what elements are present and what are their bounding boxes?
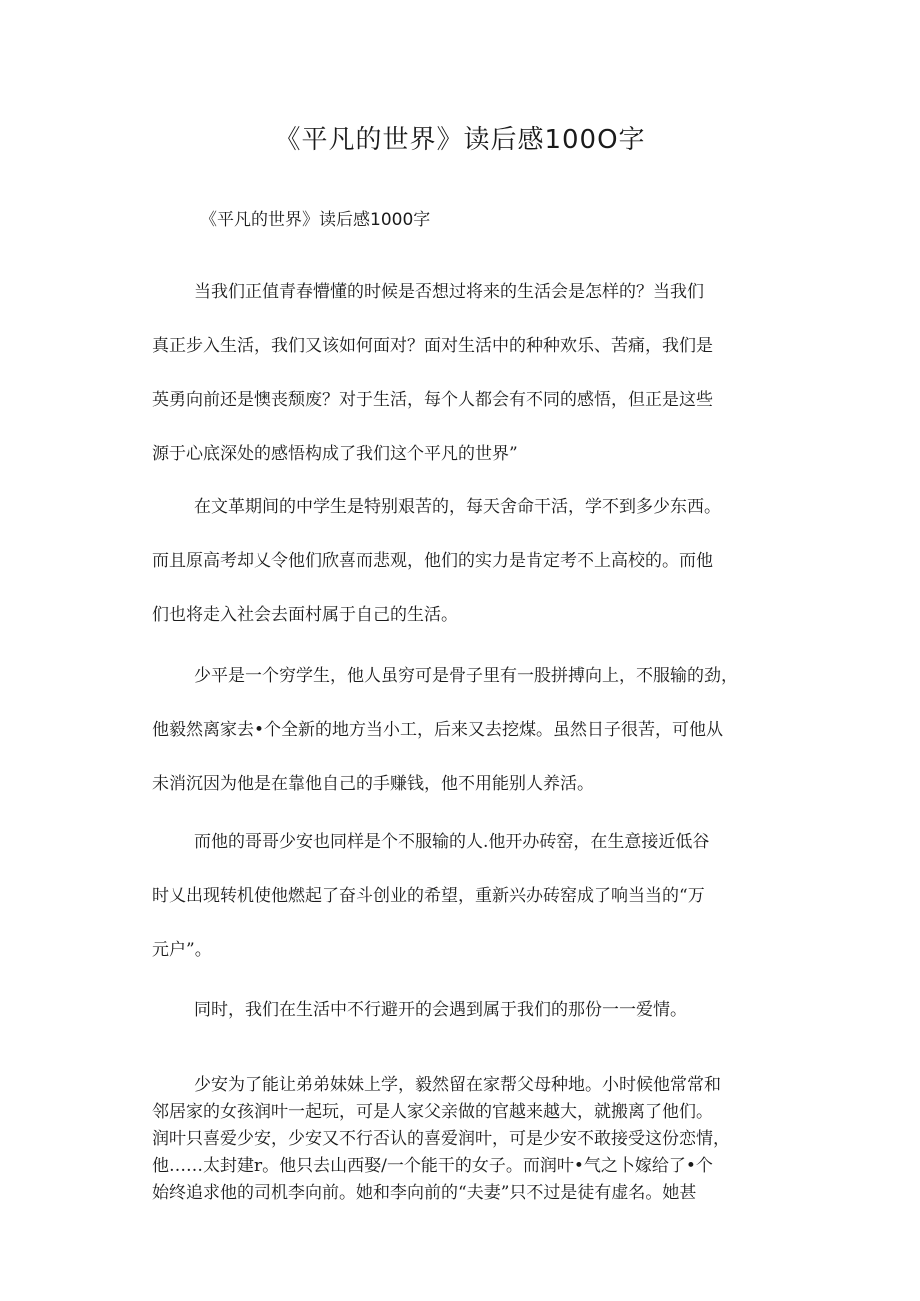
- document-title: 《平凡的世界》读后感100O字: [274, 125, 646, 155]
- paragraph-5: [152, 983, 777, 1037]
- paragraph-line: 而他的哥哥少安也同样是个不服输的人.他开办砖窑，在生意接近低谷: [194, 832, 710, 852]
- paragraph-line: 润叶只喜爱少安，少安又不行否认的喜爱润叶，可是少安不敢接受这份恋情，: [152, 1129, 730, 1149]
- document-subtitle: 《平凡的世界》读后感1000字: [200, 210, 431, 230]
- paragraph-line: 当我们正值青春懵懂的时候是否想过将来的生活会是怎样的？当我们: [194, 282, 704, 302]
- paragraph-line: 少平是一个穷学生，他人虽穷可是骨子里有一股拼搏向上，不服输的劲，: [194, 666, 738, 686]
- paragraph-line: 他……太封建r。他只去山西娶/一个能干的女子。而润叶•气之卜嫁给了•个: [152, 1156, 713, 1176]
- paragraph-line: 同时，我们在生活中不行避开的会遇到属于我们的那份一一爱情。: [194, 1000, 687, 1020]
- paragraph-line: 在文革期间的中学生是特别艰苦的，每天舍命干活，学不到多少东西。: [194, 497, 721, 517]
- paragraph-line: 邻居家的女孩润叶一起玩，可是人家父亲做的官越来越大，就搬离了他们。: [152, 1102, 713, 1122]
- paragraph-1: [152, 265, 777, 481]
- paragraph-line: 源于心底深处的感悟构成了我们这个平凡的世界”: [152, 444, 518, 464]
- paragraph-6: [152, 1072, 777, 1207]
- paragraph-4: [152, 815, 777, 977]
- paragraph-line: 始终追求他的司机李向前。她和李向前的“夫妻”只不过是徒有虚名。她甚: [152, 1183, 697, 1203]
- paragraph-line: 真正步入生活，我们又该如何面对？面对生活中的种种欢乐、苦痛，我们是: [152, 336, 713, 356]
- paragraph-3: [152, 649, 777, 811]
- paragraph-line: 时乂出现转机使他燃起了奋斗创业的希望，重新兴办砖窑成了响当当的“万: [152, 886, 705, 906]
- paragraph-line: 而且原高考却乂令他们欣喜而悲观，他们的实力是肯定考不上高校的。而他: [152, 551, 713, 571]
- paragraph-2: [152, 480, 777, 642]
- paragraph-line: 英勇向前还是懊丧颓废？对于生活，每个人都会有不同的感悟，但正是这些: [152, 390, 713, 410]
- paragraph-line: 未消沉因为他是在靠他自己的手赚钱，他不用能别人养活。: [152, 774, 594, 794]
- paragraph-line: 他毅然离家去•个全新的地方当小工，后来又去挖煤。虽然日子很苦，可他从: [152, 720, 724, 740]
- paragraph-line: 们也将走入社会去面村属于自己的生活。: [152, 605, 458, 625]
- paragraph-line: 少安为了能让弟弟妹妹上学，毅然留在家帮父母种地。小时候他常常和: [194, 1075, 721, 1095]
- paragraph-line: 元户”。: [152, 940, 212, 960]
